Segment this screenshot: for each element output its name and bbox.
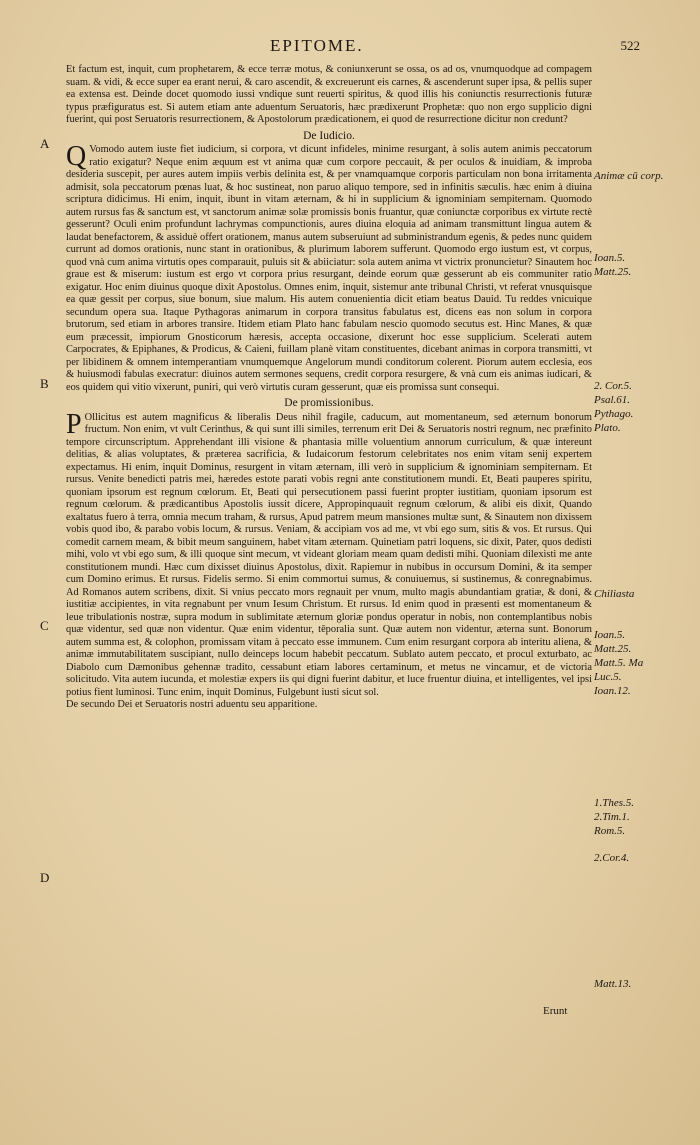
- margin-letter-d: D: [40, 870, 50, 885]
- margin-note-cor4: 2.Cor.4.: [594, 852, 630, 864]
- section-title-promissionibus: De promissionibus.: [284, 397, 374, 409]
- margin-note-psal: Psal.61.: [594, 394, 631, 406]
- page-number: 522: [620, 38, 640, 53]
- margin-note-chiliasta: Chiliasta: [594, 588, 635, 600]
- drop-capital-q: Q: [66, 141, 87, 172]
- margin-note-thes: 1.Thes.5. 2.Tim.1. Rom.5.: [594, 797, 635, 837]
- catchword: Erunt: [543, 1005, 568, 1017]
- section-title-iudicio: De Iudicio.: [303, 129, 355, 142]
- margin-letter-a: A: [40, 136, 50, 151]
- margin-note-pythago: Pythago.: [594, 408, 634, 420]
- running-head: EPITOME.: [270, 36, 364, 55]
- paragraph-promissionibus: [66, 408, 592, 700]
- margin-note-plato: Plato.: [594, 422, 621, 434]
- margin-note-matt25: Matt.25.: [594, 266, 632, 278]
- main-text-column: [66, 64, 592, 712]
- paragraph-iudicio: [66, 141, 592, 394]
- page-header: [60, 36, 640, 60]
- margin-note-group: Ioan.5. Matt.25. Matt.5. Ma Luc.5. Ioan.12.: [594, 629, 644, 697]
- margin-letter-b: B: [40, 376, 49, 391]
- paragraph-promissionibus-text: Ollicitus est autem magnificus & liberalis Deus nihil fragile, caducum, aut momentaneum, sed æternum bonorum fructum. Non enim, vt vult Cerinthus, & qui sunt illi similes, terrenum erit Dei & Seruatoris nostri regnum, nec præfinito tempore circunscriptum. Apprehendant illi visione & phantasia mille voluentium annorum curriculum, & quæ intereunt delitias, & alias voluptates, & præterea sacrificia, & Iudaicorum festorum celebritates nos enim vitam senij expertem expectamus. Hi enim, inquit Dominus, resurgent in vitam æternam, illi verò in supplicium & ignominiam sempiternam. Et rursus. Venite benedicti patris mei, hæredes estote parati vobis regni ante constitutionem mundi. Et, Beati pauperes spiritu, quoniam ipsorum est regnum cœlorum. Et, Beati qui persecutionem passi fuerint propter iustitiam, quoniam ipsorum est regnum cœlorum. & prædicantibus Apostolis iussit dicere, Appropinquauit regnum cœlorum, & alibi eis dixit, Quando exaltatus fuero à terra, omnia mecum traham, & rursus, Apud patrem meum mansiones multæ sunt, & Sinautem non dixissem vobis quod ibo, & parabo vobis locum, & rursus. Veniam, & accipiam vos ad me, vt vbi ego sum, sitis & vos. Et rursus. Qui comedit carnem meam, & bibit meum sanguinem, habet vitam æternam. Quinetiam patri loquens, sic dixit, Pater, quos dedisti mihi, volo vt vbi ego sum, & illi quoque sint mecum, vt videant gloriam meam quam dedisti mihi. Quoniam dilexisti me ante constitutionem mundi. Hæc cum dixisset diuinus Apostolus, dixit. Rapiemur in nubibus in occursum Domini, & ita semper cum Domino erimus. Et rursus. Fidelis sermo. Si enim commortui sumus, & conuiuemus, si sustinemus, & conregnabimus. Ad Romanos autem scribens, dixit. Si vnius peccato mors regnauit per vnum, multo magis abundantiam gratiæ, & doni, & iustitiæ accipientes, in vita regnabunt per vnum Iesum Christum. Et rursus. Id enim quod in præsenti est momentaneum & leue tribulationis nostræ, supra modum in sublimitate æternum gloriæ pondus operatur in nobis, non contemplantibus nobis quæ videntur, sed quæ non videntur. Quæ enim videntur, tēporalia sunt. Quæ autem non videntur, æterna sunt. Bonorum autem summa est, & colophon, promissam vitam à peccato esse immunem. Cum enim resurgant corpora ab interitu aliena, & animæ immutabilitatem suscipiant, nullo deinceps locum habebit peccatum. Sublato autem peccato, et procul exturbato, ac Diabolo cum Dæmonibus gehennæ tradito, cessabunt etiam labores certaminum, et metus ne vincamur, et de victoria solicitudo. Vita autem iucunda, et molestiæ expers iis qui digni fuerint dabitur, et luce fruentur diuina, et intelligentes, vel ipsi potius fient luminosi. Tunc enim, inquit Dominus, Fulgebunt iusti sicut sol.: [66, 411, 592, 698]
- paragraph-iudicio-text: Vomodo autem iuste fiet iudicium, si corpora, vt dicunt infideles, minime resurgant, à solis autem animis peccatorum ratio exigatur? Neque enim æquum est vt anima quæ cum corpore peccauit, & per oculos & inuidiam, & improba desideria suscepit, per aures autem impiis verbis delinita est, & per vnamquamque corporis particulam non bona irritamenta admisit, sola peccatorum pœnas luat, & hoc sustineat, non paruo aliquo tempore, sed in infinitis sæculis. hæc enim à diuina scriptura didicimus. Hi enim, inquit, ibunt in vitam æternam, & hi in supplicium & ignominiam sempiternam. Quomodo autem rursus fas & sanctum est, vt sanctorum animæ solæ promissis bonis fruantur, quæ coniunctæ corporibus ex virtute rectè gesserunt? Oculi enim profundunt lachrymas compunctionis, aures diuina eloquia ad animam transmittunt lingua autem & laudat benefactorem, & assiduè offert orationem, manus autem subseruiunt ad subministrandum egenis, & pedes nunc quidem currunt ad domos orationis, nunc stant in orationibus, & plurimum laborem sufferunt. Quomodo ergo iustum est, vt corpus, quod vnà cum anima virtutis opes comparauit, puluis sit & abiiciatur: sola autem anima vt victrix pronuncietur? Sinautem hoc graue est & miserum: iustum est ergo vt corpora prius resurgant, deinde eorum quæ gesserunt ab eis communiter ratio exigatur. Hoc enim diuinus quoque dixit Apostolus. Omnes enim, inquit, sistemur ante tribunal Christi, vt referat vnusquisque ea quæ gessit per corpus, siue bonum, siue malum. His autem conuenientia dicit etiam beatus Dauid. Tu reddes vnicuique secundum opera sua. Itaque Pythagoras animarum in corpora transitus fabulatus est, dicens eas non solum in corpora brutorum, sed etiam in arbores transire. Itidem etiam Plato hanc fabulam nescio quomodo secutus est. Hinc Manes, & quæ eum præcessit, impiorum Gnosticorum hæresis, accepta occasione, dixerunt hoc esse supplicium. Scelerati autem Carpocrates, & Epiphanes, & Prodicus, & Caieni, fuillam planè vitam constituentes, dicebant animas in corpora transmitti, vt per libidinem & omnem intemperantiam vnumquemque Angelorum mundi conditorum colerent. Piorum autem ecclesia, eos & huiusmodi fabulas execratur: diuinos autem sermones sequens, credit corpora resurgere, & vnà cum eis animas iudicari, & eos quidem qui vitio vixerunt, puniri, qui verò virtutis curam gesserunt, quæ eis promissa sunt consequi.: [66, 144, 592, 393]
- margin-letter-c: C: [40, 618, 49, 633]
- drop-capital-p: P: [66, 408, 82, 440]
- margin-note-animae: Animæ cū corp.: [594, 170, 664, 182]
- paragraph-secundo-aduentu: De secundo Dei et Seruatoris nostri aduentu seu apparitione.: [66, 699, 318, 710]
- margin-note-ioan5: Ioan.5.: [594, 252, 626, 264]
- margin-note-cor2: 2. Cor.5.: [594, 380, 632, 392]
- paragraph-ezekiel: Et factum est, inquit, cum prophetarem, & ecce terræ motus, & coniunxerunt se ossa, os ad os, vnumquodque ad compagem suam. & vidi, & ecce super ea erant nerui, & caro ascendit, & excreuerunt eis carnes, & ascenderunt super ipsa, & pellis super ea extensa est. Deinde docet quomodo iussi vndique sunt reuerti spiritus, & quod illis his coniunctis resurrectionis futuræ typus præfiguratus est. Si autem etiam ante aduentum Seruatoris, hæc prædixerunt Prophetæ: quo non ergo supplicio digni fuerint, qui post Seruatoris resurrectionem, & Apostolorum prædicationem, ei quod de resurrectione dicitur non credunt?: [66, 64, 592, 125]
- margin-note-matt13: Matt.13.: [594, 978, 632, 990]
